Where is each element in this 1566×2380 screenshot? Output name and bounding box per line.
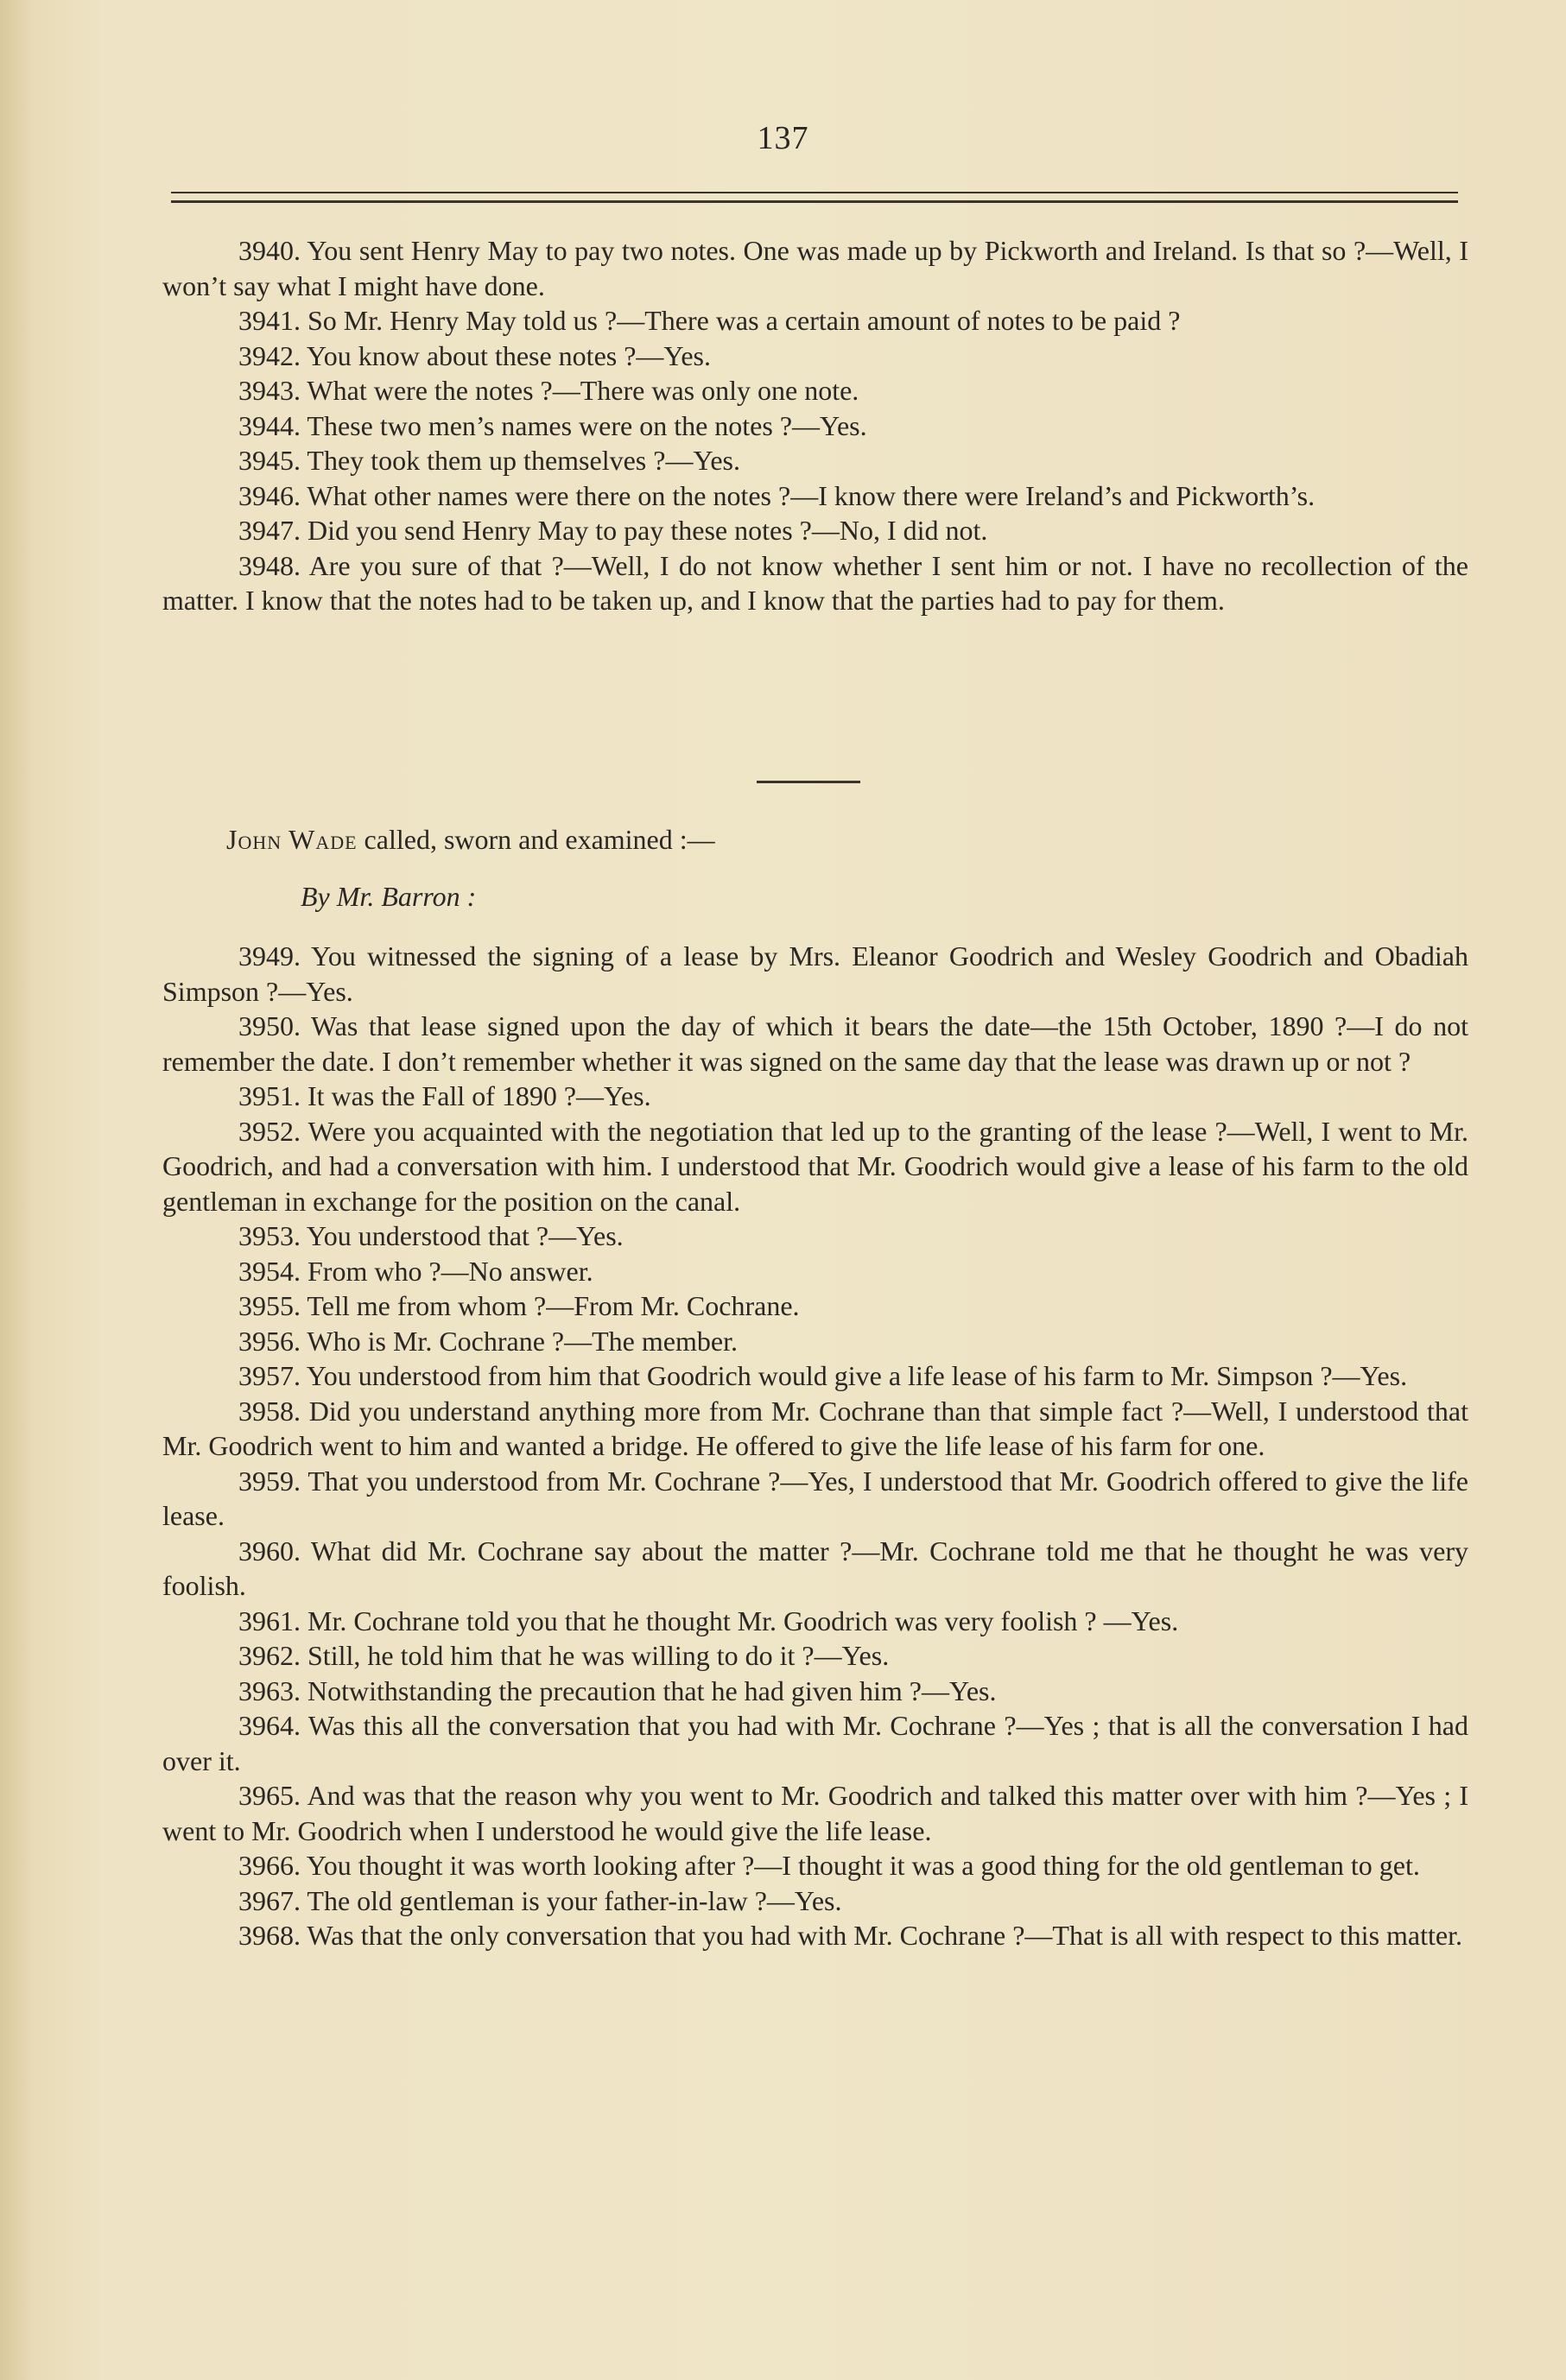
section-divider [757, 781, 860, 783]
question-3943: 3943. What were the notes ?—There was only one note. [238, 375, 859, 406]
question-3960: 3960. What did Mr. Cochrane say about the matter ?—Mr. Cochrane told me that he thought he was very foolish. [162, 1535, 1468, 1601]
question-3947: 3947. Did you send Henry May to pay these notes ?—No, I did not. [238, 515, 988, 546]
question-3962: 3962. Still, he told him that he was willing to do it ?—Yes. [238, 1640, 890, 1671]
question-3948: 3948. Are you sure of that ?—Well, I do not know whether I sent him or not. I have no recollection of the matter. I know that the notes had to be taken up, and I know that the parties had to pay for them. [162, 549, 1468, 616]
question-3955: 3955. Tell me from whom ?—From Mr. Cochrane. [238, 1290, 800, 1321]
testimony-section-2 [162, 939, 1468, 1953]
question-3966: 3966. You thought it was worth looking after ?—I thought it was a good thing for the old gentleman to get. [238, 1850, 1420, 1881]
question-3963: 3963. Notwithstanding the precaution that he had given him ?—Yes. [238, 1674, 997, 1706]
header-rule-thin [171, 192, 1458, 193]
question-3961: 3961. Mr. Cochrane told you that he thought Mr. Goodrich was very foolish ? —Yes. [238, 1605, 1179, 1636]
question-3958: 3958. Did you understand anything more from Mr. Cochrane than that simple fact ?—Well, I understood that Mr. Goodrich went to him and wanted a bridge. He offered to give the life lease of his farm for one. [162, 1395, 1468, 1461]
question-3959: 3959. That you understood from Mr. Cochrane ?—Yes, I understood that Mr. Goodrich offered to give the life lease. [162, 1465, 1468, 1531]
witness-first-name: John [226, 824, 282, 855]
examiner-heading: By Mr. Barron : [301, 881, 477, 912]
witness-last-name: Wade [288, 824, 358, 855]
question-3944: 3944. These two men’s names were on the notes ?—Yes. [238, 409, 867, 441]
question-3945: 3945. They took them up themselves ?—Yes. [238, 445, 740, 476]
question-3954: 3954. From who ?—No answer. [238, 1255, 593, 1287]
question-3940: 3940. You sent Henry May to pay two notes. One was made up by Pickworth and Ireland. Is that so ?—Well, I won’t say what I might have done. [162, 235, 1468, 301]
question-3950: 3950. Was that lease signed upon the day of which it bears the date—the 15th October, 1890 ?—I do not remember the date. I don’t remember whether it was signed on the same day that the lease was drawn up or not ? [162, 1010, 1468, 1077]
header-rule-thick [171, 200, 1458, 203]
witness-heading [226, 824, 715, 856]
question-3941: 3941. So Mr. Henry May told us ?—There was a certain amount of notes to be paid ? [238, 305, 1181, 336]
question-3946: 3946. What other names were there on the notes ?—I know there were Ireland’s and Pickworth’s. [238, 479, 1316, 511]
question-3968: 3968. Was that the only conversation that you had with Mr. Cochrane ?—That is all with respect to this matter. [238, 1920, 1462, 1951]
question-3949: 3949. You witnessed the signing of a lease by Mrs. Eleanor Goodrich and Wesley Goodrich and Obadiah Simpson ?—Yes. [162, 940, 1468, 1007]
testimony-section-1 [162, 233, 1468, 618]
question-3953: 3953. You understood that ?—Yes. [238, 1220, 624, 1251]
question-3964: 3964. Was this all the conversation that you had with Mr. Cochrane ?—Yes ; that is all the conversation I had over it. [162, 1710, 1468, 1776]
question-3952: 3952. Were you acquainted with the negotiation that led up to the granting of the lease ?—Well, I went to Mr. Goodrich, and had a conversation with him. I understood that Mr. Goodrich would give a lease of his farm to the old gentleman in exchange for the position on the canal. [162, 1115, 1468, 1217]
question-3942: 3942. You know about these notes ?—Yes. [238, 339, 711, 371]
question-3951: 3951. It was the Fall of 1890 ?—Yes. [238, 1080, 651, 1111]
question-3956: 3956. Who is Mr. Cochrane ?—The member. [238, 1325, 738, 1357]
witness-called-text: called, sworn and examined :— [364, 824, 715, 855]
page-number: 137 [757, 120, 809, 156]
question-3967: 3967. The old gentleman is your father-in-law ?—Yes. [238, 1884, 842, 1916]
question-3957: 3957. You understood from him that Goodrich would give a life lease of his farm to Mr. Simpson ?—Yes. [238, 1360, 1408, 1391]
question-3965: 3965. And was that the reason why you went to Mr. Goodrich and talked this matter over with him ?—Yes ; I went to Mr. Goodrich when I understood he would give the life lease. [162, 1780, 1468, 1846]
